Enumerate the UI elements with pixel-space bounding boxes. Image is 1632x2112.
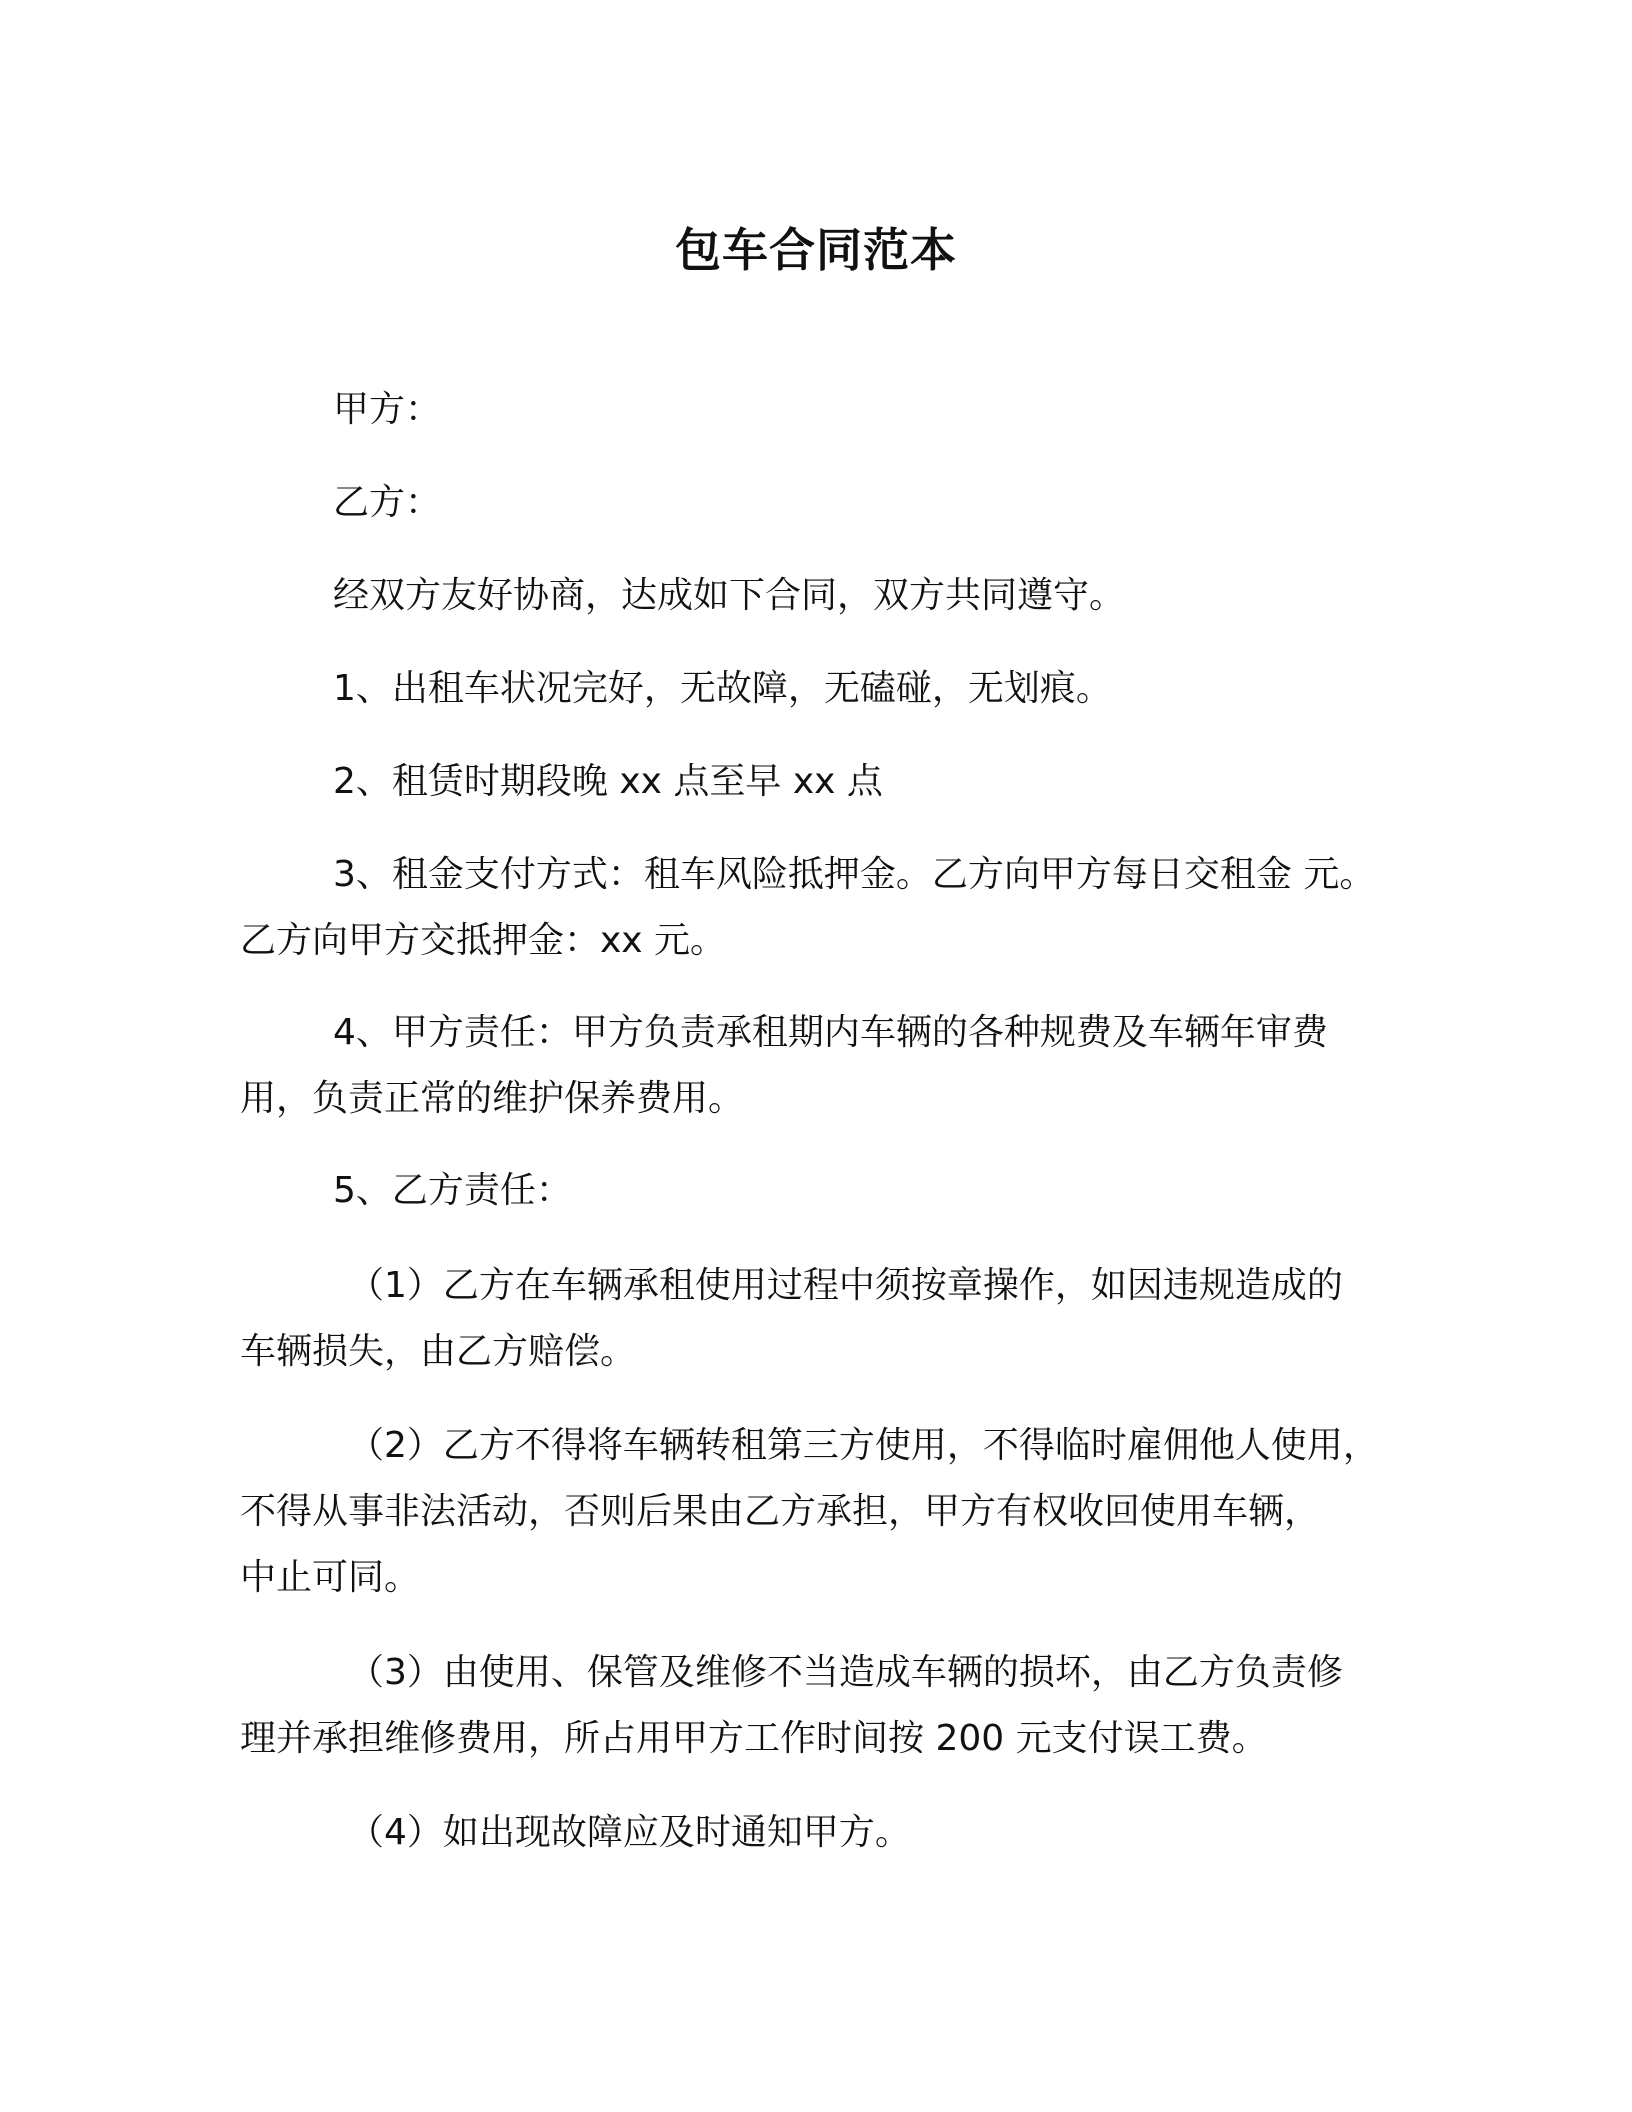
party-a-label [240,377,1493,443]
clause-line: 4、甲方责任：甲方负责承租期内车辆的各种规费及车辆年审费 [333,1012,1328,1053]
clause-5 [240,1158,1400,1224]
clause-line: 3、租金支付方式：租车风险抵押金。乙方向甲方每日交租金 元。 [333,854,1376,895]
party-b-label [240,470,1493,536]
intro-paragraph [240,563,1493,629]
clause-line: 2、租赁时期段晚 xx 点至早 xx 点 [333,761,883,802]
clause-1 [240,656,1400,722]
clause-2 [240,749,1400,815]
clause-4 [240,1000,1400,1132]
clause-line: 用，负责正常的维护保养费用。 [240,1078,745,1119]
clause-line: 乙方向甲方交抵押金：xx 元。 [240,920,727,961]
sub-clause-1 [240,1253,1400,1385]
sub-clause-line: 理并承担维修费用，所占用甲方工作时间按 200 元支付误工费。 [240,1718,1268,1759]
sub-clause-line: （4）如出现故障应及时通知甲方。 [348,1812,911,1853]
sub-clause-line: （1）乙方在车辆承租使用过程中须按章操作，如因违规造成的 [348,1265,1343,1306]
sub-clause-line: （3）由使用、保管及维修不当造成车辆的损坏，由乙方负责修 [348,1652,1343,1693]
intro-text: 经双方友好协商，达成如下合同，双方共同遵守。 [333,575,1126,616]
clause-line: 5、乙方责任： [333,1170,572,1211]
document-title: 包车合同范本 [675,223,957,277]
party-b-text: 乙方： [333,482,442,523]
sub-clause-4 [240,1800,1400,1866]
sub-clause-line: 车辆损失，由乙方赔偿。 [240,1331,637,1372]
sub-clause-line: 不得从事非法活动，否则后果由乙方承担，甲方有权收回使用车辆， [240,1491,1321,1532]
party-a-text: 甲方： [333,389,442,430]
clause-line: 1、出租车状况完好，无故障，无磕碰，无划痕。 [333,668,1112,709]
sub-clause-line: 中止可同。 [240,1557,421,1598]
sub-clause-line: （2）乙方不得将车辆转租第三方使用，不得临时雇佣他人使用， [348,1425,1379,1466]
sub-clause-2 [240,1413,1400,1611]
sub-clause-3 [240,1640,1400,1772]
clause-3 [240,842,1400,974]
